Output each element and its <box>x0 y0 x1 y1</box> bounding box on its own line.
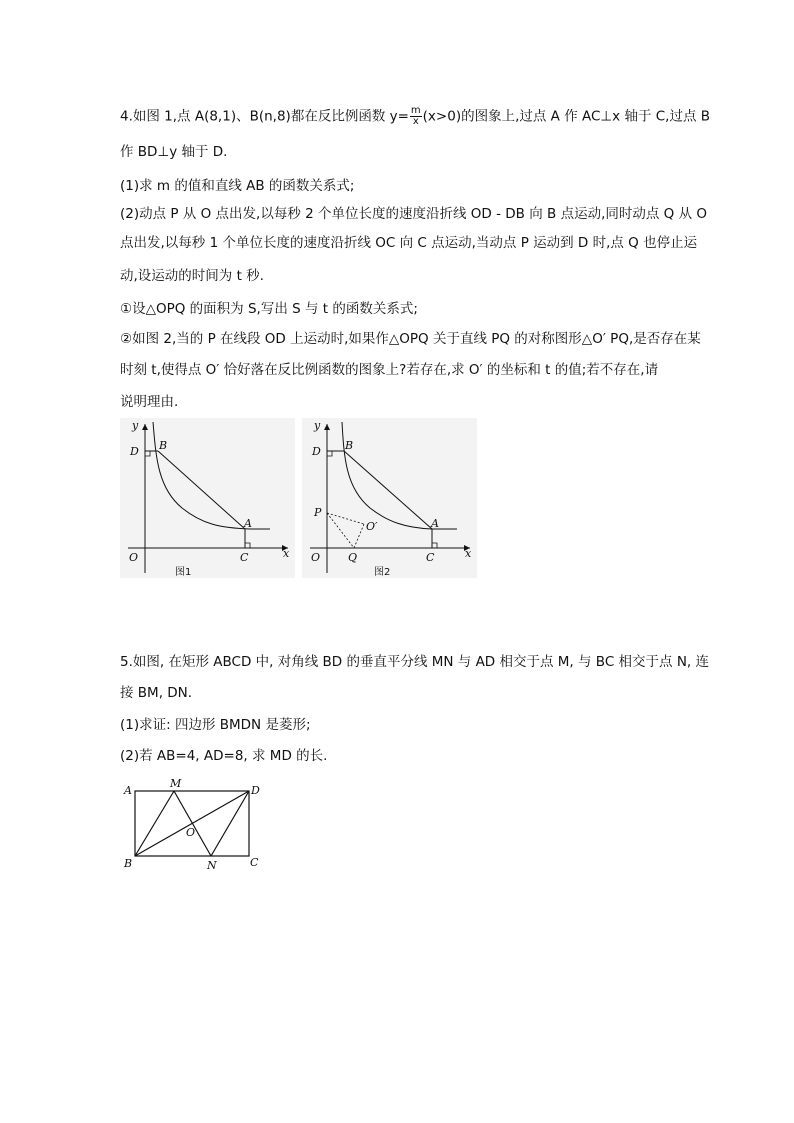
label-A: A <box>431 517 439 530</box>
label-C: C <box>426 551 435 564</box>
caption-fig2: 图2 <box>374 567 391 578</box>
q5-line-1: 5.如图, 在矩形 ABCD 中, 对角线 BD 的垂直平分线 MN 与 AD 相交于点 M, 与 BC 相交于点 N, 连 <box>120 654 710 670</box>
label-M: M <box>170 777 182 790</box>
figure-rectangle <box>118 774 268 874</box>
figure-1 <box>120 418 295 578</box>
q4-line-3: (1)求 m 的值和直线 AB 的函数关系式; <box>120 178 355 194</box>
label-O: O <box>186 826 196 839</box>
label-Q: Q <box>348 551 358 564</box>
label-x: x <box>465 547 472 560</box>
label-O: O <box>129 551 139 564</box>
label-D: D <box>251 784 260 797</box>
q4-line-1 <box>120 106 710 127</box>
label-B: B <box>345 439 354 452</box>
label-D: D <box>312 445 321 458</box>
segment-MN <box>174 791 211 856</box>
label-y: y <box>314 419 321 432</box>
label-x: x <box>283 547 290 560</box>
q4-line-10: 说明理由. <box>120 394 179 410</box>
label-C: C <box>250 856 259 869</box>
label-P: P <box>314 506 322 519</box>
label-C: C <box>240 551 249 564</box>
q4-line-6: 动,设运动的时间为 t 秒. <box>120 268 264 284</box>
q5-line-3: (1)求证: 四边形 BMDN 是菱形; <box>120 717 311 733</box>
figure-2 <box>302 418 477 578</box>
function-fraction <box>410 106 422 127</box>
fraction-denominator: x <box>412 116 419 127</box>
q4-line-4: (2)动点 P 从 O 点出发,以每秒 2 个单位长度的速度沿折线 OD - DB 向 B 点运动,同时动点 Q 从 O <box>120 206 707 222</box>
q4-line-1b: (x>0)的图象上,过点 A 作 AC⊥x 轴于 C,过点 B <box>422 108 711 125</box>
segment-DN <box>211 791 249 856</box>
q4-line-1a: 4.如图 1,点 A(8,1)、B(n,8)都在反比例函数 y= <box>120 108 409 125</box>
label-B: B <box>124 857 133 870</box>
caption-fig1: 图1 <box>175 567 192 578</box>
label-N: N <box>207 859 217 872</box>
q4-line-5: 点出发,以每秒 1 个单位长度的速度沿折线 OC 向 C 点运动,当动点 P 运动到 D 时,点 Q 也停止运 <box>120 235 698 251</box>
q4-line-9: 时刻 t,使得点 O′ 恰好落在反比例函数的图象上?若存在,求 O′ 的坐标和 t 的值;若不存在,请 <box>120 362 659 378</box>
label-O-prime: O′ <box>366 520 378 533</box>
segment-BM <box>135 791 174 856</box>
label-B: B <box>159 439 168 452</box>
q5-line-4: (2)若 AB=4, AD=8, 求 MD 的长. <box>120 748 328 764</box>
label-A: A <box>124 784 132 797</box>
fraction-numerator: m <box>410 105 421 116</box>
label-O: O <box>311 551 321 564</box>
q4-line-7: ①设△OPQ 的面积为 S,写出 S 与 t 的函数关系式; <box>120 301 418 317</box>
q4-line-8: ②如图 2,当的 P 在线段 OD 上运动时,如果作△OPQ 关于直线 PQ 的对称图形△O′ PQ,是否存在某 <box>120 331 701 347</box>
label-y: y <box>132 419 139 432</box>
label-A: A <box>244 517 252 530</box>
q5-line-2: 接 BM, DN. <box>120 685 193 701</box>
label-D: D <box>130 445 139 458</box>
q4-line-2: 作 BD⊥y 轴于 D. <box>120 144 228 160</box>
